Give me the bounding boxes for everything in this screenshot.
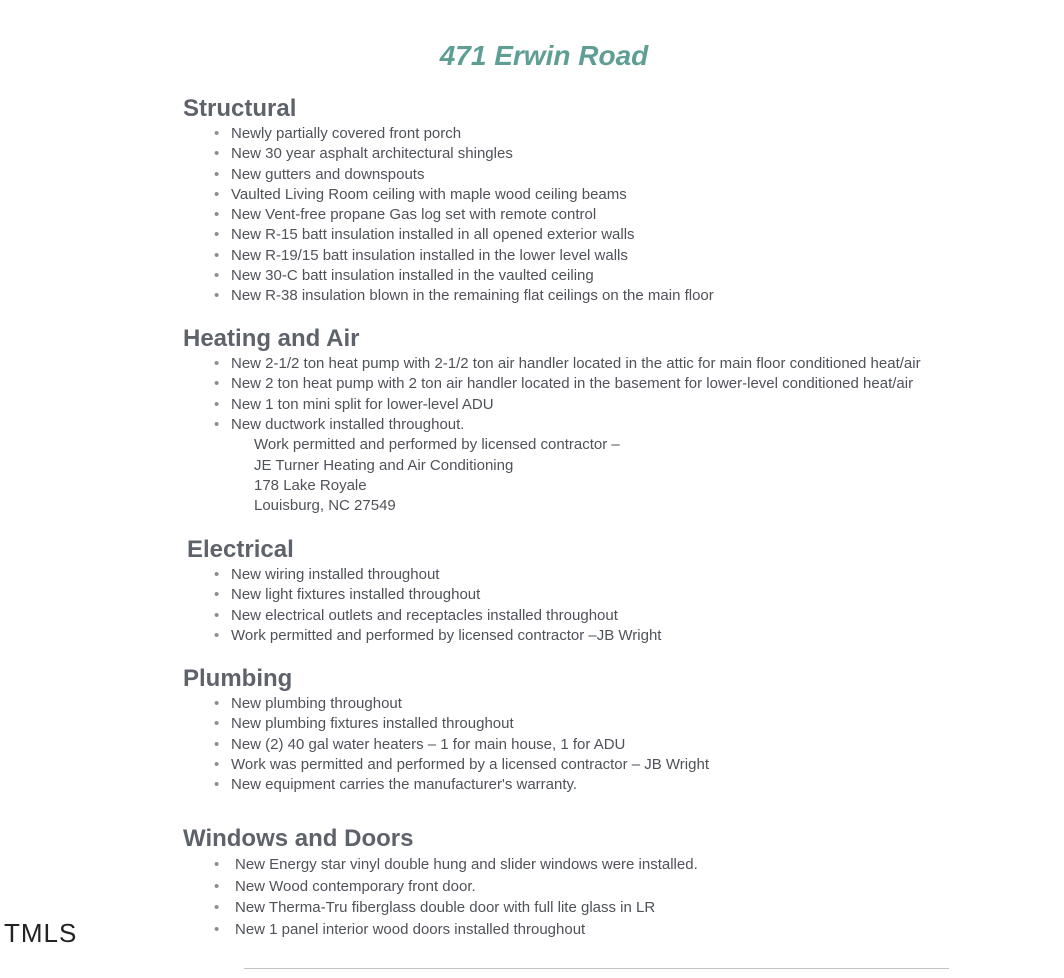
list-item: • New 30-C batt insulation installed in the vaulted ceiling: [183, 266, 714, 286]
list-item: • New R-15 batt insulation installed in all opened exterior walls: [183, 225, 714, 245]
list-item: • New 2-1/2 ton heat pump with 2-1/2 ton air handler located in the attic for main floor conditioned heat/air: [183, 354, 921, 374]
contractor-line: Work permitted and performed by licensed contractor –: [254, 436, 620, 454]
section-heading-heating: Heating and Air: [183, 325, 360, 352]
list-item: • New wiring installed throughout: [183, 565, 661, 585]
structural-list: [183, 124, 714, 307]
list-item: • Work permitted and performed by licensed contractor –JB Wright: [183, 626, 661, 646]
contractor-city: Louisburg, NC 27549: [254, 497, 396, 515]
section-heading-structural: Structural: [183, 95, 297, 122]
list-item: • New gutters and downspouts: [183, 165, 714, 185]
list-item: • Vaulted Living Room ceiling with maple wood ceiling beams: [183, 185, 714, 205]
list-item: • New 30 year asphalt architectural shingles: [183, 144, 714, 164]
section-windows-and-doors: [183, 824, 698, 941]
page-title: 471 Erwin Road: [439, 40, 649, 71]
contractor-name: JE Turner Heating and Air Conditioning: [254, 456, 514, 474]
section-structural: [183, 94, 714, 307]
list-item: • New Therma-Tru fiberglass double door with full lite glass in LR: [183, 897, 698, 919]
list-item: • New Energy star vinyl double hung and slider windows were installed.: [183, 854, 698, 876]
windows-list: [183, 854, 698, 941]
section-electrical: [183, 535, 661, 646]
heating-list: [183, 354, 921, 435]
list-item: • New plumbing fixtures installed throughout: [183, 714, 709, 734]
list-item: • New Wood contemporary front door.: [183, 876, 698, 898]
electrical-list: [183, 565, 661, 646]
list-item: • New plumbing throughout: [183, 694, 709, 714]
list-item: • New R-19/15 batt insulation installed in the lower level walls: [183, 246, 714, 266]
section-plumbing: [183, 664, 709, 795]
list-item: • New ductwork installed throughout.: [183, 415, 921, 435]
list-item: • Work was permitted and performed by a licensed contractor – JB Wright: [183, 755, 709, 775]
section-heading-windows: Windows and Doors: [183, 825, 414, 852]
list-item: • New equipment carries the manufacturer's warranty.: [183, 775, 709, 795]
list-item: • New Vent-free propane Gas log set with remote control: [183, 205, 714, 225]
list-item: • New 1 panel interior wood doors installed throughout: [183, 919, 698, 941]
list-item: • New 2 ton heat pump with 2 ton air handler located in the basement for lower-level conditioned heat/air: [183, 374, 921, 394]
section-heating-and-air: [183, 324, 921, 517]
list-item: • Newly partially covered front porch: [183, 124, 714, 144]
mls-logo: TMLS: [4, 918, 78, 948]
list-item: • New (2) 40 gal water heaters – 1 for main house, 1 for ADU: [183, 735, 709, 755]
list-item: • New 1 ton mini split for lower-level ADU: [183, 395, 921, 415]
divider: [244, 968, 949, 969]
contractor-address: 178 Lake Royale: [254, 477, 367, 494]
list-item: • New light fixtures installed throughout: [183, 585, 661, 605]
list-item: • New electrical outlets and receptacles installed throughout: [183, 606, 661, 626]
list-item: • New R-38 insulation blown in the remaining flat ceilings on the main floor: [183, 286, 714, 306]
section-heading-plumbing: Plumbing: [183, 665, 293, 692]
section-heading-electrical: Electrical: [187, 536, 294, 563]
plumbing-list: [183, 694, 709, 795]
